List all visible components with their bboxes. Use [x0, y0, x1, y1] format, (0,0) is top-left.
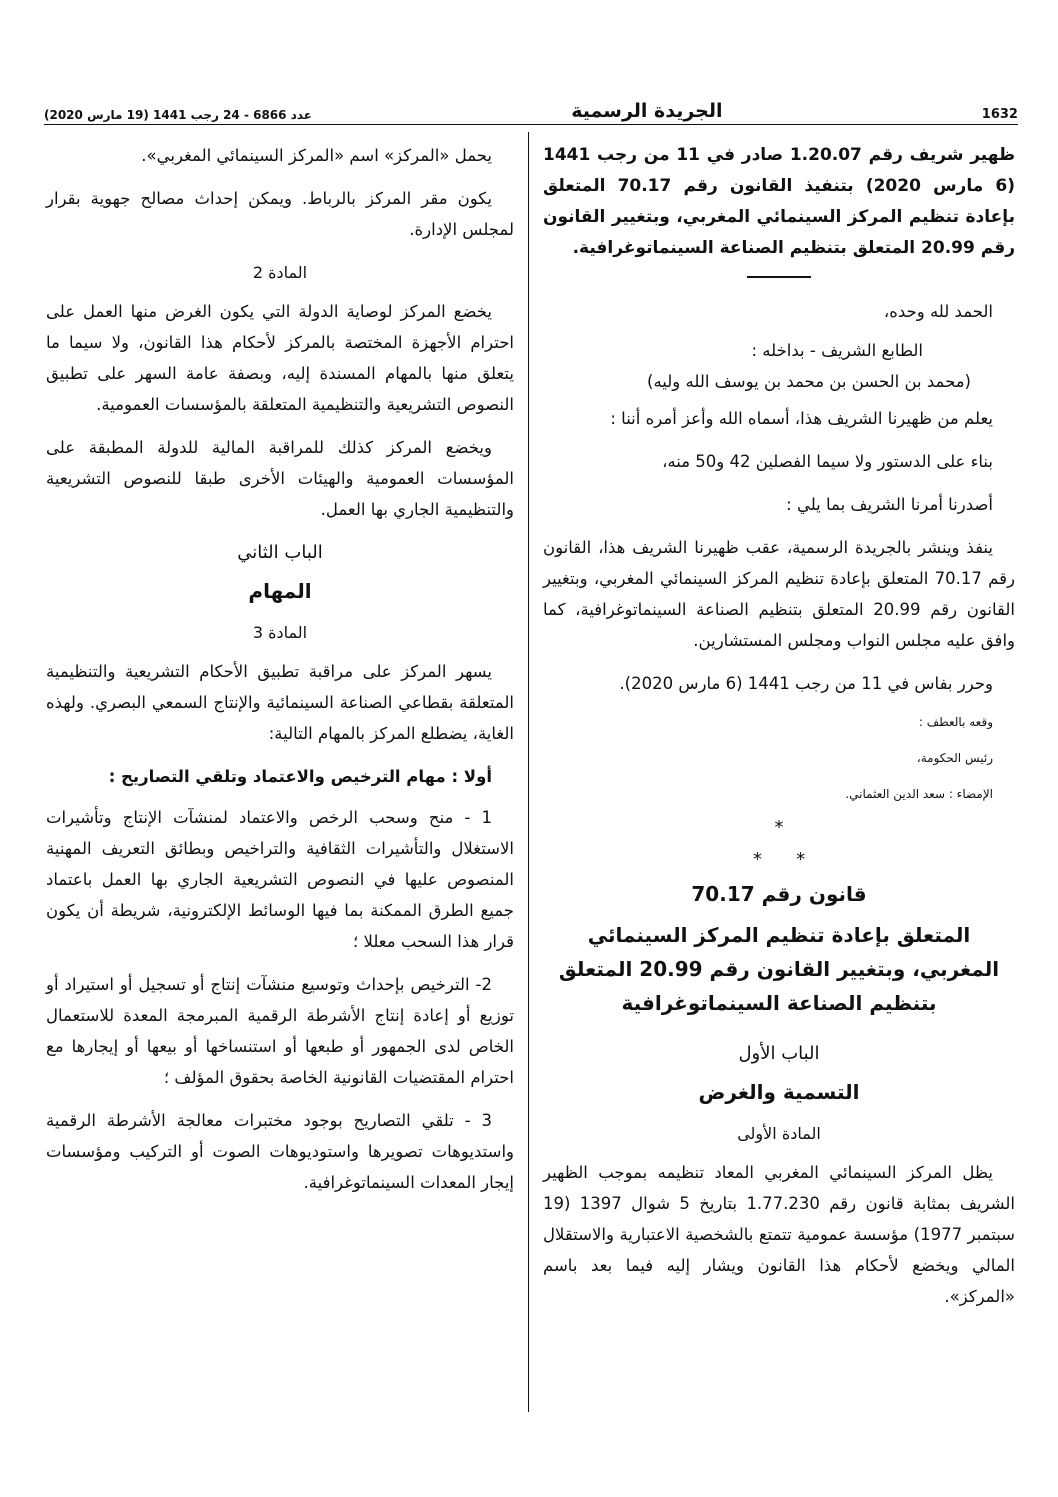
- center-name-text: يحمل «المركز» اسم «المركز السينمائي المغربي».: [141, 146, 492, 165]
- column-divider: [528, 132, 529, 1412]
- signature: الإمضاء : سعد الدين العثماني.: [845, 787, 993, 801]
- title-rule: [747, 276, 811, 278]
- journal-title: الجريدة الرسمية: [571, 100, 723, 122]
- done-at: وحرر بفاس في 11 من رجب 1441 (6 مارس 2020).: [619, 674, 993, 693]
- page-number: 1632: [981, 107, 1018, 122]
- item-2: 2- الترخيص بإحداث وتوسيع منشآت إنتاج أو تسجيل أو استيراد أو توزيع أو إعادة إنتاج الأشرطة الرقمية المبرمجة المعدة للاستعمال الخاص لدى الجمهور أو طبعها أو استنساخها أو بيعها أو إيجارها مع احترام المقتضيات القانونية الخاصة بحقوق المؤلف ؛: [46, 975, 514, 1087]
- chapter-2-title: المهام: [248, 579, 312, 603]
- article-1-text: يظل المركز السينمائي المغربي المعاد تنظيمه بموجب الظهير الشريف بمثابة قانون رقم 1.77.230 بتاريخ 5 شوال 1397 (19 سبتمبر 1977) مؤسسة عمومية تتمتع بالشخصية الاعتبارية والاستقلال المالي ويخضع لأحكام هذا القانون ويشار إليه فيما بعد باسم «المركز».: [543, 1163, 1016, 1306]
- item-3: 3 - تلقي التصاريح بوجود مختبرات معالجة الأشرطة الرقمية واستديوهات تصويرها واستوديوهات الصوت أو التركيب ومؤسسات إيجار المعدات السينماتوغرافية.: [46, 1111, 514, 1192]
- issue-info: عدد 6866 - 24 رجب 1441 (19 مارس 2020): [44, 108, 312, 122]
- header-rule: [44, 124, 1018, 125]
- law-subtitle: المتعلق بإعادة تنظيم المركز السينمائي المغربي، وبتغيير القانون رقم 20.99 المتعلق بتنظيم الصناعة السينماتوغرافية: [558, 923, 1000, 1015]
- dahir-title: ظهير شريف رقم 1.20.07 صادر في 11 من رجب 1441 (6 مارس 2020) بتنفيذ القانون رقم 70.17 المتعلق بإعادة تنظيم المركز السينمائي المغربي، وبتغيير القانون رقم 20.99 المتعلق بتنظيم الصناعة السينماتوغرافية.: [543, 145, 1015, 258]
- article-1-heading: المادة الأولى: [737, 1124, 821, 1143]
- article-2-heading: المادة 2: [252, 263, 308, 282]
- chapter-1-title: التسمية والغرض: [698, 1080, 860, 1104]
- chapter-2: الباب الثاني: [237, 542, 323, 563]
- item-1: 1 - منح وسحب الرخص والاعتماد لمنشآت الإنتاج وتأشيرات الاستغلال والتأشيرات الثقافية والتراخيص وبطائق التعريف المهنية المنصوص عليها في النصوص التشريعية الجاري بها العمل باعتماد جميع الطرق الممكنة بما فيها الوسائط الإلكترونية، شريطة أن يكون قرار هذا السحب معللا ؛: [46, 808, 514, 951]
- seal-name: (محمد بن الحسن بن محمد بن يوسف الله وليه): [647, 372, 971, 391]
- article-3-heading: المادة 3: [252, 623, 308, 642]
- center-seat-text: يكون مقر المركز بالرباط. ويمكن إحداث مصالح جهوية بقرار لمجلس الإدارة.: [46, 189, 514, 239]
- left-column: [46, 140, 514, 1210]
- section-1-heading: أولا : مهام الترخيص والاعتماد وتلقي التصاريح :: [108, 767, 492, 786]
- legal-basis: بناء على الدستور ولا سيما الفصلين 42 و50 منه،: [662, 452, 993, 471]
- page-header: [44, 92, 1018, 122]
- article-2-text-1: يخضع المركز لوصاية الدولة التي يكون الغرض منها العمل على احترام الأجهزة المختصة بالمركز لأحكام هذا القانون، ولا سيما ما يتعلق منها بالمهام المسندة إليه، وبصفة عامة السهر على تطبيق النصوص التشريعية والتنظيمية المتعلقة بالمؤسسات العمومية.: [46, 302, 514, 414]
- law-title: قانون رقم 70.17: [691, 882, 867, 906]
- announcement: يعلم من ظهيرنا الشريف هذا، أسماه الله وأعز أمره أننا :: [610, 409, 993, 428]
- execution-text: ينفذ وينشر بالجريدة الرسمية، عقب ظهيرنا الشريف هذا، القانون رقم 70.17 المتعلق بإعادة تنظيم المركز السينمائي المغربي، وبتغيير القانون رقم 20.99 المتعلق بتنظيم الصناعة السينماتوغرافية، كما وافق عليه مجلس النواب ومجلس المستشارين.: [543, 538, 1016, 650]
- article-2-text-2: ويخضع المركز كذلك للمراقبة المالية للدولة المطبقة على المؤسسات العمومية والهيئات الأخرى طبقا للنصوص التشريعية والتنظيمية الجاري بها العمل.: [46, 438, 514, 519]
- separator-star-top: *: [774, 817, 784, 838]
- praise: الحمد لله وحده،: [883, 302, 993, 321]
- chapter-1: الباب الأول: [738, 1043, 820, 1064]
- right-column: [543, 140, 1015, 1324]
- separator-stars-bottom: * *: [752, 849, 806, 870]
- order-line: أصدرنا أمرنا الشريف بما يلي :: [786, 495, 993, 514]
- countersign: وقعه بالعطف :: [918, 715, 993, 729]
- article-3-text: يسهر المركز على مراقبة تطبيق الأحكام التشريعية والتنظيمية المتعلقة بقطاعي الصناعة السينمائية والإنتاج السمعي البصري. ولهذه الغاية، يضطلع المركز بالمهام التالية:: [46, 662, 514, 743]
- head-of-government: رئيس الحكومة،: [916, 751, 993, 765]
- seal-line: الطابع الشريف - بداخله :: [751, 341, 923, 360]
